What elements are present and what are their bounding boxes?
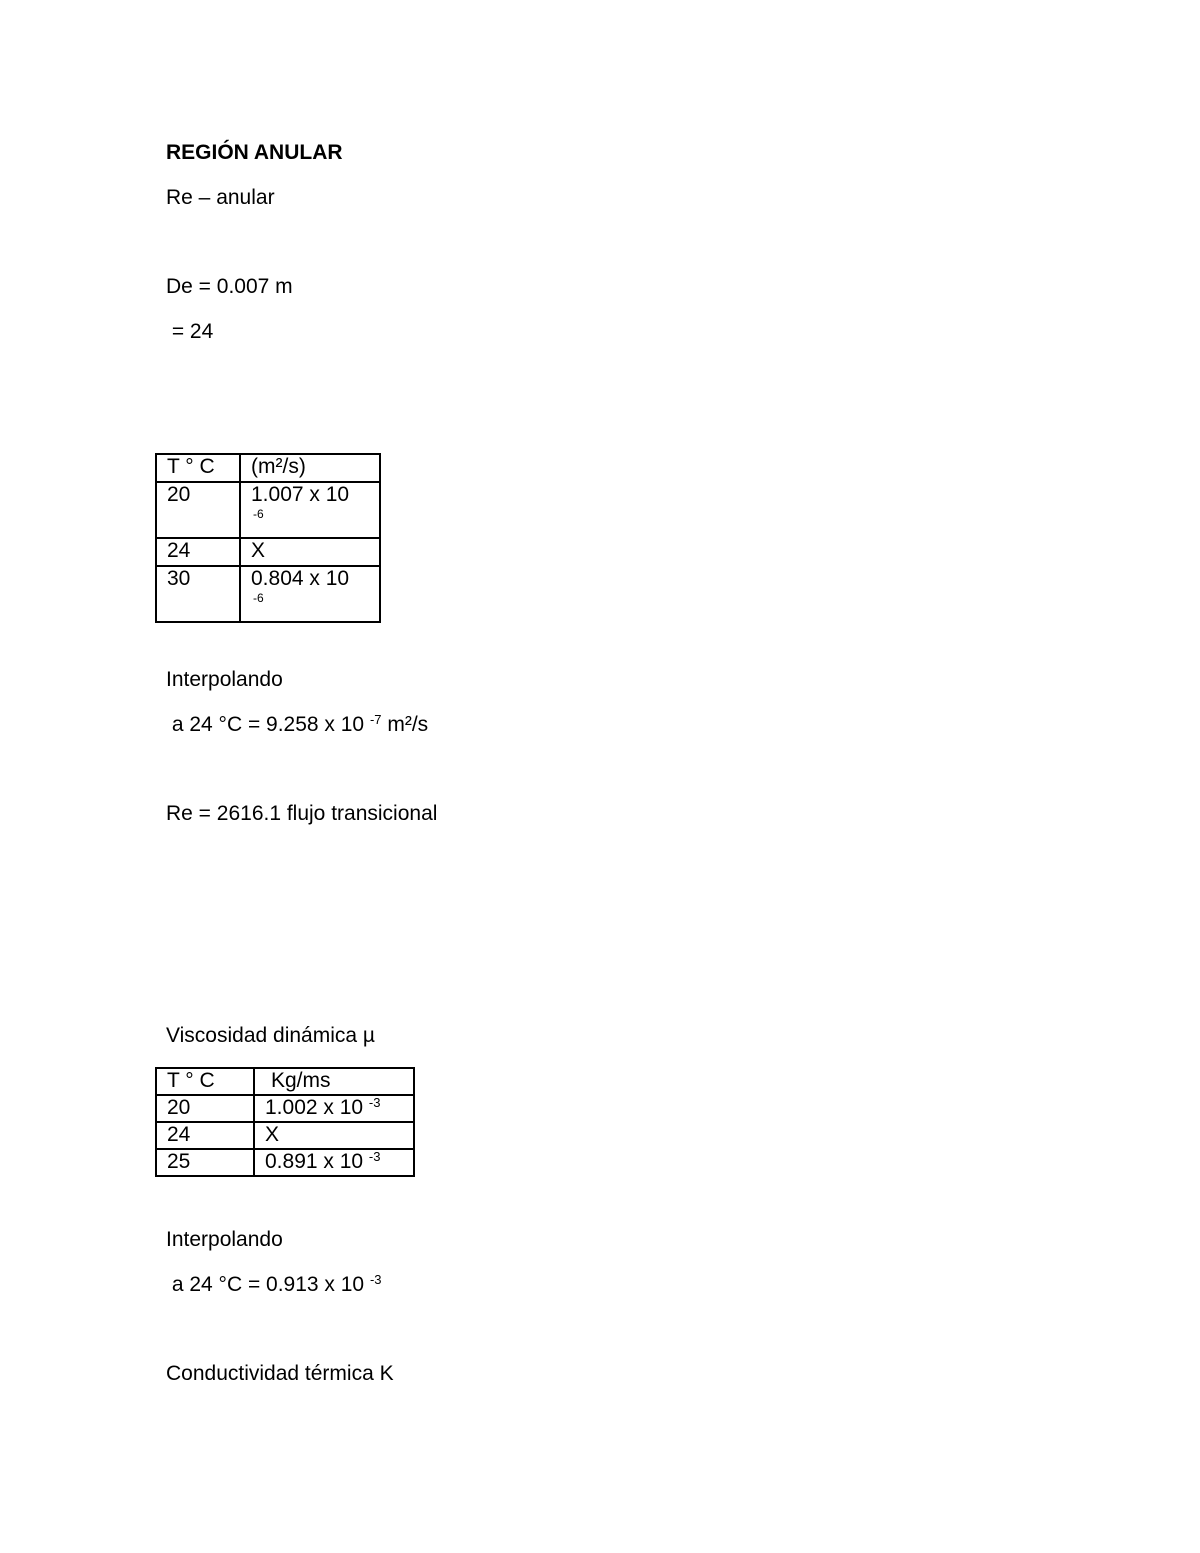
thermal-conductivity-title: Conductividad térmica K [166, 1362, 394, 1385]
value-text: 0.804 x 10 [251, 567, 350, 590]
table-header-cell: Kg/ms [254, 1068, 414, 1095]
table-header-cell: (m²/s) [240, 454, 380, 482]
interpolando-label-2: Interpolando [166, 1228, 283, 1251]
value-text: 1.007 x 10 [251, 483, 350, 506]
exponent-text: -3 [368, 1095, 381, 1110]
table-row [156, 1149, 414, 1176]
result-unit: m²/s [381, 713, 429, 736]
dynamic-viscosity-table [155, 1067, 415, 1177]
value-cell: X [254, 1122, 414, 1149]
table-header-row [156, 1068, 414, 1095]
table-row [156, 1122, 414, 1149]
table-header-cell: T ° C [156, 1068, 254, 1095]
temperature-cell: 25 [156, 1149, 254, 1176]
exponent-text: -3 [368, 1149, 381, 1164]
value-cell [254, 1095, 414, 1122]
exponent-text: -6 [253, 507, 264, 521]
result-main: a 24 °C = 0.913 x 10 [166, 1273, 370, 1296]
equals-24-line: = 24 [166, 320, 214, 343]
kinematic-viscosity-table [155, 453, 381, 623]
value-cell: X [240, 538, 380, 566]
value-text: 0.891 x 10 [265, 1150, 369, 1173]
table-header-cell: T ° C [156, 454, 240, 482]
value-cell [240, 482, 380, 538]
value-text: 1.002 x 10 [265, 1096, 369, 1119]
de-value-line: De = 0.007 m [166, 275, 293, 298]
table-row [156, 538, 380, 566]
re-anular-label: Re – anular [166, 186, 275, 209]
reynolds-result-line: Re = 2616.1 flujo transicional [166, 802, 438, 825]
result-exponent: -7 [369, 712, 382, 727]
value-cell [240, 566, 380, 622]
temperature-cell: 20 [156, 1095, 254, 1122]
temperature-cell: 24 [156, 538, 240, 566]
value-cell [254, 1149, 414, 1176]
table-row [156, 566, 380, 622]
temperature-cell: 20 [156, 482, 240, 538]
interpolation-result-1 [166, 712, 428, 738]
result-main: a 24 °C = 9.258 x 10 [166, 713, 370, 736]
interpolation-result-2 [166, 1272, 382, 1298]
dynamic-viscosity-title: Viscosidad dinámica µ [166, 1024, 375, 1047]
table-row [156, 1095, 414, 1122]
table-row [156, 482, 380, 538]
page-title: REGIÓN ANULAR [166, 141, 343, 164]
temperature-cell: 30 [156, 566, 240, 622]
result-exponent: -3 [369, 1272, 382, 1287]
table-header-row [156, 454, 380, 482]
exponent-text: -6 [253, 591, 264, 605]
temperature-cell: 24 [156, 1122, 254, 1149]
interpolando-label: Interpolando [166, 668, 283, 691]
